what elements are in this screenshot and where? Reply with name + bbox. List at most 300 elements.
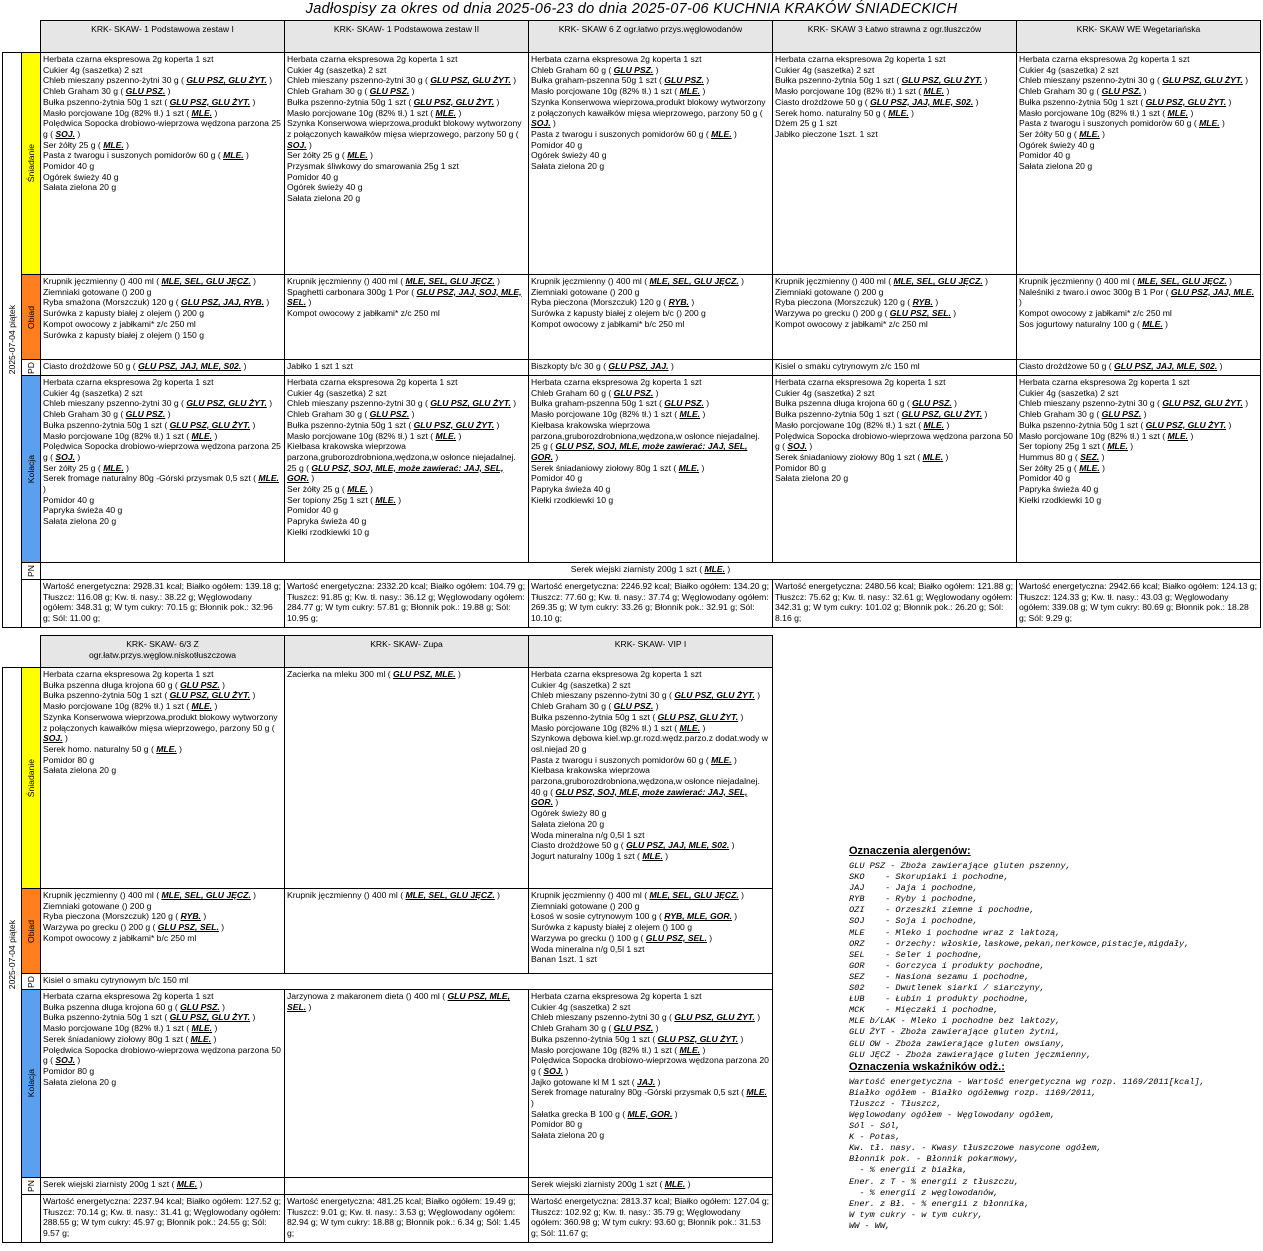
menu-item: Bułka pszenno-żytnia 50g 1 szt ( GLU PSZ, GLU ŻYT. ) [43,690,256,701]
menu-item: Herbata czarna ekspresowa 2g koperta 1 szt [43,377,214,387]
allergen-code: GLU PSZ. [1101,409,1142,420]
menu-item: Biszkopty b/c 30 g ( GLU PSZ, JAJ. ) [531,361,674,371]
allergen-code: MLE. [191,107,213,118]
menu-item: Bułka pszenno-żytnia 50g 1 szt ( GLU PSZ, GLU ŻYT. ) [531,711,744,722]
menu-item: Warzywa po grecku () 100 g ( GLU PSZ, SEL. ) [531,932,713,943]
menu-item: Masło porcjowane 10g (82% tł.) 1 szt ( MLE. ) [43,701,218,712]
menu-item: Ziemniaki gotowane () 200 g [43,900,152,911]
allergen-code: SOJ. [43,733,63,744]
indicators-list: Wartość energetyczna - Wartość energetyczna wg rozp. 1169/2011[kcal], Białko ogółem - Białko ogółemwg rozp. 1169/2011, Tłuszcz - Tłuszcz, Węglowodany ogółem - Węglowodany ogółem, Sól - Sól, K - Potas, Kw. tł. nasy. - Kwasy tłuszczowe nasycone ogółem, Błonnik pok. - Błonnik pokarmowy, - % energii z białka, Ener. z T - % energii z tłuszczu, - % energii z węglowodanów, Ener. z Bł. - % energii z błonnika, W tym cukry - w tym cukry, WW - WW, [849,1076,1205,1231]
menu-item: Krupnik jęczmienny () 400 ml ( MLE, SEL, GLU JĘCZ. ) [531,276,744,286]
allergen-code: GLU PSZ, GLU ŻYT. [901,75,983,86]
menu-item: Polędwica Sopocka drobiowo-wieprzowa wędzona parzona 25 g ( SOJ. ) [43,441,281,462]
allergen-code: MLE. [711,128,732,139]
menu-item: Herbata czarna ekspresowa 2g koperta 1 szt [1019,377,1190,387]
allergen-code: MLE. [678,462,700,473]
allergen-code: SOJ. [55,451,76,462]
menu-item: Ser żółty 25 g ( MLE. ) [287,150,373,161]
legend [849,845,1261,1232]
allergen-code: GLU PSZ, GLU ŻYT. [1145,419,1227,430]
menu-item: Bułka pszenno-żytnia 50g 1 szt ( GLU PSZ, GLU ŻYT. ) [1019,96,1232,107]
menu-item: Masło porcjowane 10g (82% tł.) 1 szt ( MLE. ) [775,86,950,97]
allergen-code: GLU PSZ. [180,679,220,690]
nutrition-cell: Wartość energetyczna: 2480.56 kcal; Białko ogółem: 121.88 g; Tłuszcz: 75.62 g; Kw. tł. nasy.: 32.61 g; Węglowodany ogółem: 342.31 g; W tym cukry: 101.02 g; Błonnik pok.: 26.20 g; Sól: 8.16 g; [773,580,1017,628]
allergen-code: GLU PSZ. [369,86,410,97]
allergen-code: MLE, SEL, GLU JĘCZ. [161,276,251,286]
menu-item: Sałata zielona 20 g [531,818,605,829]
corner [3,636,41,668]
menu-item: Jajko gotowane kl M 1 szt ( JAJ. ) [531,1076,661,1087]
menu-item: Ser żółty 25 g ( MLE. ) [1019,462,1105,473]
pd-cell: Kisiel o smaku cytrynowym b/c 150 ml [41,974,773,990]
menu-item: Cukier 4g (saszetka) 2 szt [531,1001,631,1012]
allergen-code: GLU PSZ, GLU ŻYT. [1162,398,1243,409]
menu-item: Ziemniaki gotowane () 200 g [775,286,884,297]
allergen-code: MLE, GOR. [627,1108,673,1119]
menu-item: Sałata zielona 20 g [1019,161,1093,172]
menu-item: Herbata czarna ekspresowa 2g koperta 1 szt [531,377,702,387]
allergen-code: MLE. [1079,128,1100,139]
menu-item: Jabłko pieczone 1szt. 1 szt [775,128,878,139]
menu-item: Ogórek świeży 40 g [1019,139,1095,150]
allergen-code: GLU PSZ. [1101,86,1142,97]
menu-item: Ziemniaki gotowane () 200 g [43,286,152,297]
menu-item: Serek homo. naturalny 50 g ( MLE. ) [43,743,182,754]
sniadanie-cell [1017,53,1261,275]
allergen-code: MLE. [435,430,457,441]
menu-item: Ser żółty 25 g ( MLE. ) [43,462,129,473]
menu-item: Bułka pszenna długa krojona 60 g ( GLU PSZ. ) [43,679,226,690]
menu-item: Kompot owocowy z jabłkami* b/c 250 ml [531,318,685,329]
kolacja-cell [773,376,1017,563]
menu-item: Ser topiony 25g 1 szt ( MLE. ) [1019,441,1134,452]
meal-label-kolacja: Kolacja [22,376,41,563]
menu-item: Kiełbasa krakowska wieprzowa parzona,gruborozdrobniona,wędzona,w osłonce niejadalnej. 25 g ( GLU PSZ, SOJ, MLE, może zawierać: JAJ, SEL, GOR. ) [531,419,760,462]
menu-item: Polędwica Sopocka drobiowo-wieprzowa wędzona parzona 20 g ( SOJ. ) [531,1055,769,1076]
allergen-code: MLE. [746,1087,767,1098]
menu-item: Chleb mieszany pszenno-żytni 30 g ( GLU PSZ, GLU ŻYT. ) [1019,398,1249,409]
menu-item: Kompot owocowy z jabłkami* z/c 250 ml [775,318,928,329]
menu-item: Chleb Graham 30 g ( GLU PSZ. ) [531,701,659,712]
menu-item: Kiełki rzodkiewki 10 g [531,494,614,505]
allergen-code: GLU PSZ, GLU ŻYT. [657,1033,739,1044]
menu-item: Ryba pieczona (Morszczuk) 120 g ( RYB. ) [43,911,207,922]
menu-item: Pomidor 40 g [43,161,95,172]
menu-item: Sos jogurtowy naturalny 100 g ( MLE. ) [1019,318,1169,329]
menu-item: Ser żółty 25 g ( MLE. ) [287,484,373,495]
menu-item: Herbata czarna ekspresowa 2g koperta 1 szt [531,54,702,64]
menu-item: Pomidor 80 g [775,462,827,473]
menu-item: Szynka Konserwowa wieprzowa,produkt blokowy wytworzony z połączonych kawałków mięsa wieprzowego, parzony 50 g ( SOJ. ) [287,118,522,150]
allergen-code: MLE. [642,850,663,861]
allergen-code: MLE. [679,722,701,733]
menu-item: Masło porcjowane 10g (82% tł.) 1 szt ( MLE. ) [531,86,706,97]
menu-item: Naleśniki z twaro.i owoc 300g B 1 Por ( GLU PSZ, JAJ, MLE. ) [1019,286,1254,308]
menu-item: Sałata zielona 20 g [43,765,117,776]
menu-item: Jarzynowa z makaronem dieta () 400 ml ( GLU PSZ, MLE, SEL. ) [287,991,511,1012]
allergen-code: MLE. [664,1179,686,1189]
menu-item: Pomidor 40 g [1019,150,1071,161]
allergen-code: MLE. [156,743,177,754]
menu-item: Ryba pieczona (Morszczuk) 120 g ( RYB. ) [531,297,695,308]
menu-item: Herbata czarna ekspresowa 2g koperta 1 szt [775,54,946,64]
nutrition-cell: Wartość energetyczna: 2813.37 kcal; Białko ogółem: 127.04 g; Tłuszcz: 102.92 g; Kw. tł. nasy.: 35.79 g; Węglowodany ogółem: 360.98 g; W tym cukry: 93.60 g; Błonnik pok.: 31.53 g; Sól: 11.67 g; [529,1195,773,1243]
allergen-code: GLU PSZ, SEL. [157,922,219,933]
allergen-code: GLU PSZ, GLU ŻYT. [413,419,495,430]
allergen-code: MLE, SEL, GLU JĘCZ. [161,890,251,900]
allergen-code: MLE. [711,754,732,765]
menu-item: Chleb Graham 30 g ( GLU PSZ. ) [1019,86,1147,97]
obiad-cell [41,889,285,974]
menu-item: Polędwica Sopocka drobiowo-wieprzowa wędzona parzona 50 g ( SOJ. ) [43,1044,281,1066]
allergen-code: MLE, SEL, GLU JĘCZ. [1137,276,1227,286]
allergen-code: SOJ. [531,118,551,129]
menu-item: Masło porcjowane 10g (82% tł.) 1 szt ( MLE. ) [531,409,706,420]
allergen-code: MLE. [191,701,213,712]
allergen-code: GLU PSZ, GLU ŻYT. [674,690,755,701]
menu-item: Łosoś w sosie cytrynowym 100 g ( RYB, MLE, GOR. ) [531,911,738,922]
menu-item: Masło porcjowane 10g (82% tł.) 1 szt ( MLE. ) [775,419,950,430]
nutrition-cell: Wartość energetyczna: 2942.66 kcal; Białko ogółem: 124.13 g; Tłuszcz: 124.33 g; Kw. tł. nasy.: 43.03 g; Węglowodany ogółem: 339.08 g; W tym cukry: 80.69 g; Błonnik pok.: 18.28 g; Sól: 9.29 g; [1017,580,1261,628]
menu-item: Cukier 4g (saszetka) 2 szt [531,679,631,690]
allergen-code: SOJ. [543,1065,564,1076]
menu-item: Herbata czarna ekspresowa 2g koperta 1 szt [1019,54,1190,64]
menu-item: Pomidor 40 g [43,494,95,505]
allergen-code: GLU PSZ, SEL. [645,932,707,943]
menu-item: Pomidor 80 g [531,1119,583,1130]
allergen-code: GLU PSZ, MLE. [393,669,456,679]
pd-cell [773,360,1017,376]
menu-item: Banan 1szt. 1 szt [531,954,597,965]
pd-cell [1017,360,1261,376]
menu-item: Cukier 4g (saszetka) 2 szt [287,387,387,398]
allergen-code: MLE. [258,473,279,484]
menu-item: Ryba smażona (Morszczuk) 120 g ( GLU PSZ, JAJ, RYB. ) [43,297,270,308]
allergen-code: SOJ. [55,128,76,139]
menu-item: Woda mineralna n/g 0,5l 1 szt [531,829,645,840]
diet-header: KRK- SKAW 6 Z ogr.łatwo przys.węglowodanów [529,21,773,53]
allergen-code: MLE. [1142,318,1163,329]
menu-item: Bułka pszenna długa krojona 60 g ( GLU PSZ. ) [775,398,958,409]
menu-item: Sałata zielona 20 g [531,1130,605,1141]
allergen-code: GLU PSZ, JAJ, MLE, S02. [626,840,730,851]
menu-item: Serek wiejski ziarnisty 200g 1 szt ( MLE. ) [43,1179,203,1189]
obiad-cell [285,889,529,974]
menu-item: Chleb Graham 30 g ( GLU PSZ. ) [1019,409,1147,420]
menu-item: Serek homo. naturalny 50 g ( MLE. ) [775,107,914,118]
allergen-code: JAJ. [637,1076,656,1087]
menu-item: Krupnik jęczmienny () 400 ml ( MLE, SEL, GLU JĘCZ. ) [775,276,988,286]
allergen-code: GLU PSZ, GLU ŻYT. [1162,75,1243,86]
menu-item: Sałata zielona 20 g [287,193,361,204]
sniadanie-cell [529,53,773,275]
allergen-code: GLU PSZ. [613,387,654,398]
allergen-code: MLE. [103,462,124,473]
menu-item: Bułka pszenno-żytnia 50g 1 szt ( GLU PSZ, GLU ŻYT. ) [531,1033,744,1044]
allergen-code: GLU PSZ. [369,409,410,420]
allergen-code: GLU PSZ, JAJ, MLE, S02. [870,96,974,107]
menu-item: Sałata zielona 20 g [43,1076,117,1087]
menu-item: Krupnik jęczmienny () 400 ml ( MLE, SEL, GLU JĘCZ. ) [43,276,256,286]
allergen-code: GLU PSZ. [664,398,704,409]
menu-item: Pomidor 40 g [1019,473,1071,484]
menu-item: Chleb Graham 30 g ( GLU PSZ. ) [287,86,415,97]
nutrition-cell: Wartość energetyczna: 2928.31 kcal; Białko ogółem: 139.18 g; Tłuszcz: 116.08 g; Kw. tł. nasy.: 38.22 g; Węglowodany ogółem: 348.31 g; W tym cukry: 70.15 g; Błonnik pok.: 32.96 g; Sól: 11.00 g; [41,580,285,628]
menu-item: Polędwica Sopocka drobiowo-wieprzowa wędzona parzona 25 g ( SOJ. ) [43,118,281,139]
menu-item: Sałatka grecka B 100 g ( MLE, GOR. ) [531,1108,678,1119]
menu-item: Herbata czarna ekspresowa 2g koperta 1 szt [287,377,458,387]
allergen-code: GLU PSZ. [912,398,952,409]
menu-item: Masło porcjowane 10g (82% tł.) 1 szt ( MLE. ) [1019,107,1194,118]
menu-item: Krupnik jęczmienny () 400 ml ( MLE, SEL, GLU JĘCZ. ) [43,890,256,900]
obiad-cell [41,275,285,360]
menu-item: Krupnik jęczmienny () 400 ml ( MLE, SEL, GLU JĘCZ. ) [1019,276,1232,286]
menu-item: Szynka Konserwowa wieprzowa,produkt blokowy wytworzony z połączonych kawałków mięsa wieprzowego, parzony 50 g ( SOJ. ) [531,96,766,129]
date-cell: 2025-07-04 piątek [3,668,22,1243]
menu-item: Bułka graham-pszenna 50g 1 szt ( GLU PSZ. ) [531,398,710,409]
diet-header: KRK- SKAW- VIP I [529,636,773,668]
allergen-code: GLU PSZ, JAJ, MLE, S02. [1114,361,1218,371]
menu-item: Chleb Graham 30 g ( GLU PSZ. ) [287,409,415,420]
obiad-cell [529,889,773,974]
allergen-code: GLU PSZ, GLU ŻYT. [169,96,251,107]
menu-item: Krupnik jęczmienny () 400 ml ( MLE, SEL, GLU JĘCZ. ) [287,276,500,286]
menu-item: Serek fromage naturalny 80g -Górski przysmak 0,5 szt ( MLE. ) [43,473,279,495]
meal-label-pd: PD [22,360,41,376]
menu-item: Bułka pszenno-żytnia 50g 1 szt ( GLU PSZ, GLU ŻYT. ) [1019,419,1232,430]
allergen-code: SOJ. [287,139,307,150]
menu-item: Kisiel o smaku cytrynowym z/c 150 ml [775,361,920,371]
menu-table-1 [2,20,1261,628]
menu-item: Serek śniadaniowy ziołowy 80g 1 szt ( MLE. ) [775,451,949,462]
menu-item: Masło porcjowane 10g (82% tł.) 1 szt ( MLE. ) [287,430,462,441]
menu-item: Pasta z twarogu i suszonych pomidorów 60 g ( MLE. ) [531,128,737,139]
menu-item: Herbata czarna ekspresowa 2g koperta 1 szt [43,669,214,679]
menu-item: Kompot owocowy z jabłkami* z/c 250 ml [43,318,196,329]
menu-item: Bułka pszenno-żytnia 50g 1 szt ( GLU PSZ, GLU ŻYT. ) [287,96,500,107]
menu-item: Hummus 80 g ( SEZ. ) [1019,451,1105,462]
menu-item: Przysmak śliwkowy do smarowania 25g 1 szt [287,161,459,172]
menu-item: Masło porcjowane 10g (82% tł.) 1 szt ( MLE. ) [43,1023,218,1034]
allergen-code: MLE. [704,564,725,574]
allergen-code: MLE. [191,430,213,441]
allergen-code: GLU PSZ. [125,409,166,420]
meal-label-pn: PN [22,563,41,580]
nutrition-cell: Wartość energetyczna: 481.25 kcal; Białko ogółem: 19.49 g; Tłuszcz: 9.01 g; Kw. tł. nasy.: 3.53 g; Węglowodany ogółem: 82.94 g; W tym cukry: 18.88 g; Błonnik pok.: 6.34 g; Sól: 1.45 g; [285,1195,529,1243]
allergen-code: GLU PSZ, MLE, SEL. [287,991,511,1012]
menu-item: Papryka świeża 40 g [287,516,367,527]
menu-item: Pasta z twarogu i suszonych pomidorów 60 g ( MLE. ) [531,754,737,765]
menu-item: Ogórek świeży 80 g [531,808,607,819]
allergen-code: GLU PSZ, GLU ŻYT. [169,1012,251,1023]
allergen-code: MLE. [679,86,701,97]
menu-item: Chleb mieszany pszenno-żytni 30 g ( GLU PSZ, GLU ŻYT. ) [43,75,273,86]
allergen-code: GLU PSZ, SOJ, MLE, może zawierać: JAJ, SEL, GOR. [531,786,748,808]
nutrition-cell: Wartość energetyczna: 2237.94 kcal; Białko ogółem: 127.52 g; Tłuszcz: 70.14 g; Kw. tł. nasy.: 31.41 g; Węglowodany ogółem: 288.55 g; W tym cukry: 45.97 g; Błonnik pok.: 24.55 g; Sól: 9.57 g; [41,1195,285,1243]
menu-item: Herbata czarna ekspresowa 2g koperta 1 szt [531,669,702,679]
menu-item: Surówka z kapusty białej z olejem () 100 g [531,922,692,933]
allergen-code: GLU PSZ, GLU ŻYT. [430,398,511,409]
sniadanie-cell [773,53,1017,275]
meal-label-obiad: Obiad [22,275,41,360]
allergen-code: RYB, MLE, GOR. [664,911,732,922]
allergen-code: GLU PSZ, SEL. [889,308,951,319]
allergen-code: SOJ. [787,441,808,452]
allergen-code: GLU PSZ, GLU ŻYT. [186,398,267,409]
menu-item: Serek fromage naturalny 80g -Górski przysmak 0,5 szt ( MLE. ) [531,1087,767,1109]
allergen-code: GLU PSZ, JAJ. [608,361,669,371]
menu-item: Ser żółty 25 g ( MLE. ) [43,139,129,150]
menu-item: Chleb Graham 30 g ( GLU PSZ. ) [531,1023,659,1034]
obiad-cell [773,275,1017,360]
menu-item: Herbata czarna ekspresowa 2g koperta 1 szt [775,377,946,387]
allergen-code: MLE. [1167,430,1189,441]
allergen-code: GLU PSZ. [613,701,654,712]
menu-item: Serek wiejski ziarnisty 200g 1 szt ( MLE. ) [531,1179,691,1189]
allergen-code: MLE, SEL, GLU JĘCZ. [649,890,739,900]
menu-item: Chleb mieszany pszenno-żytni 30 g ( GLU PSZ, GLU ŻYT. ) [531,690,761,701]
meal-label-pd: PD [22,974,41,990]
menu-item: Szynka Konserwowa wieprzowa,produkt blokowy wytworzony z połączonych kawałków mięsa wieprzowego, parzony 50 g ( SOJ. ) [43,711,278,744]
allergen-code: RYB. [912,297,933,308]
menu-item: Cukier 4g (saszetka) 2 szt [1019,64,1119,75]
pn-cell [41,1178,285,1195]
allergen-code: RYB. [668,297,689,308]
menu-item: Jogurt naturalny 100g 1 szt ( MLE. ) [531,850,669,861]
allergen-code: MLE. [223,150,244,161]
menu-item: Woda mineralna n/g 0,5l 1 szt [531,943,645,954]
menu-item: Kompot owocowy z jabłkami* b/c 250 ml [43,932,197,943]
nutrition-label-cell [22,580,41,628]
menu-item: Chleb mieszany pszenno-żytni 30 g ( GLU PSZ, GLU ŻYT. ) [1019,75,1249,86]
menu-item: Herbata czarna ekspresowa 2g koperta 1 szt [43,54,214,64]
menu-item: Ogórek świeży 40 g [43,171,119,182]
allergen-code: MLE. [435,107,457,118]
menu-item: Bułka pszenno-żytnia 50g 1 szt ( GLU PSZ, GLU ŻYT. ) [775,409,988,420]
allergen-code: MLE. [103,139,124,150]
menu-item: Pomidor 40 g [531,473,583,484]
menu-item: Pomidor 40 g [287,505,339,516]
meal-label-kolacja: Kolacja [22,990,41,1178]
allergen-code: GLU PSZ, GLU ŻYT. [430,75,511,86]
menu-item: Bułka graham-pszenna 50g 1 szt ( GLU PSZ. ) [531,75,710,86]
menu-item: Sałata zielona 20 g [43,516,117,527]
meal-label-sniadanie: Śniadanie [22,53,41,275]
menu-item: Kompot owocowy z jabłkami* z/c 250 ml [1019,308,1172,319]
menu-item: Chleb Graham 30 g ( GLU PSZ. ) [43,86,171,97]
menu-item: Ciasto drożdżowe 50 g ( GLU PSZ, JAJ, MLE, S02. ) [43,361,247,371]
allergen-code: MLE, SEL, GLU JĘCZ. [649,276,739,286]
allergen-code: MLE. [888,107,909,118]
menu-item: Surówka z kapusty białej z olejem () 200 g [43,308,204,319]
menu-item: Serek śniadaniowy ziołowy 80g 1 szt ( MLE. ) [43,1033,217,1044]
allergen-code: MLE. [1167,107,1189,118]
menu-item: Pomidor 80 g [43,754,95,765]
pn-cell: Serek wiejski ziarnisty 200g 1 szt ( MLE. ) [41,563,1261,580]
diet-header: KRK- SKAW 3 Łatwo strawna z ogr.tłuszczów [773,21,1017,53]
kolacja-cell [1017,376,1261,563]
allergen-code: GLU PSZ, GLU ŻYT. [674,1012,755,1023]
allergen-code: MLE. [347,150,368,161]
diet-header: KRK- SKAW- 6/3 Z ogr.łatw.przys.węglow.niskotłuszczowa [41,636,285,668]
allergen-code: GLU PSZ. [613,64,654,75]
menu-item: Cukier 4g (saszetka) 2 szt [287,64,387,75]
nutrition-label-cell [22,1195,41,1243]
meal-label-obiad: Obiad [22,889,41,974]
allergen-code: MLE. [347,484,368,495]
pn-cell [285,1178,529,1195]
menu-item: Bułka pszenno-żytnia 50g 1 szt ( GLU PSZ, GLU ŻYT. ) [43,96,256,107]
menu-item: Bułka pszenno-żytnia 50g 1 szt ( GLU PSZ, GLU ŻYT. ) [775,75,988,86]
menu-item: Szynkowa dębowa kiel.wp.gr.rozd.wędz.parzo.z dodat.wody w osl.niejad 20 g [531,733,768,754]
menu-item: Papryka świeża 40 g [43,505,123,516]
sniadanie-cell [285,53,529,275]
diet-header: KRK- SKAW- 1 Podstawowa zestaw II [285,21,529,53]
menu-item: Cukier 4g (saszetka) 2 szt [775,387,875,398]
menu-item: Masło porcjowane 10g (82% tł.) 1 szt ( MLE. ) [287,107,462,118]
menu-item: Zacierka na mleku 300 ml ( GLU PSZ, MLE. ) [287,669,461,679]
diet-header: KRK- SKAW- 1 Podstawowa zestaw I [41,21,285,53]
menu-item: Masło porcjowane 10g (82% tł.) 1 szt ( MLE. ) [43,107,218,118]
allergen-code: GLU PSZ, JAJ, RYB. [181,297,264,308]
page-title: Jadłospisy za okres od dnia 2025-06-23 do dnia 2025-07-06 KUCHNIA KRAKÓW ŚNIADECKICH [305,1,958,17]
menu-item: Herbata czarna ekspresowa 2g koperta 1 szt [287,54,458,64]
diet-header: KRK- SKAW WE Wegetariańska [1017,21,1261,53]
pn-cell [529,1178,773,1195]
allergen-code: MLE, SEL, GLU JĘCZ. [893,276,983,286]
nutrition-cell: Wartość energetyczna: 2332.20 kcal; Białko ogółem: 104.79 g; Tłuszcz: 91.85 g; Kw. tł. nasy.: 36.12 g; Węglowodany ogółem: 284.77 g; W tym cukry: 57.81 g; Błonnik pok.: 19.88 g; Sól: 10.95 g; [285,580,529,628]
allergen-code: RYB. [180,911,201,922]
nutrition-cell: Wartość energetyczna: 2246.92 kcal; Białko ogółem: 134.20 g; Tłuszcz: 77.60 g; Kw. tł. nasy.: 37.74 g; Węglowodany ogółem: 269.35 g; W tym cukry: 33.26 g; Błonnik pok.: 32.91 g; Sól: 10.10 g; [529,580,773,628]
allergen-code: GLU PSZ, GLU ŻYT. [657,711,739,722]
allergen-code: MLE, SEL, GLU JĘCZ. [405,276,495,286]
menu-item: Pomidor 40 g [531,139,583,150]
allergen-code: GLU PSZ, GLU ŻYT. [1145,96,1227,107]
allergens-title: Oznaczenia alergenów: [849,845,971,857]
allergen-code: MLE. [190,1033,212,1044]
allergen-code: GLU PSZ, GLU ŻYT. [169,419,251,430]
menu-item: Masło porcjowane 10g (82% tł.) 1 szt ( MLE. ) [43,430,218,441]
allergen-code: GLU PSZ, GLU ŻYT. [186,75,267,86]
menu-item: Polędwica Sopocka drobiowo-wieprzowa wędzona parzona 50 g ( SOJ. ) [775,430,1013,452]
menu-item: Warzywa po grecku () 200 g ( GLU PSZ, SEL. ) [43,922,225,933]
menu-item: Bułka pszenno-żytnia 50g 1 szt ( GLU PSZ, GLU ŻYT. ) [287,419,500,430]
meal-label-pn: PN [22,1178,41,1195]
menu-item: Ziemniaki gotowane () 200 g [531,286,640,297]
menu-item: Papryka świeża 40 g [1019,484,1099,495]
kolacja-cell [285,990,529,1178]
menu-item: Masło porcjowane 10g (82% tł.) 1 szt ( MLE. ) [1019,430,1194,441]
obiad-cell [285,275,529,360]
menu-item: Chleb mieszany pszenno-żytni 30 g ( GLU PSZ, GLU ŻYT. ) [43,398,273,409]
sniadanie-cell [285,668,529,889]
obiad-cell [529,275,773,360]
menu-item: Bułka pszenna długa krojona 60 g ( GLU PSZ. ) [43,1001,226,1012]
allergen-code: MLE. [1107,441,1128,452]
menu-item: Cukier 4g (saszetka) 2 szt [1019,387,1119,398]
allergen-code: GLU PSZ, GLU ŻYT. [413,96,495,107]
diet-header: KRK- SKAW- Zupa [285,636,529,668]
allergen-code: MLE. [679,1044,701,1055]
allergen-code: MLE. [679,409,701,420]
indicators-title: Oznaczenia wskaźników odż.: [849,1060,1005,1073]
allergen-code: GLU PSZ, JAJ, MLE, S02. [138,361,242,371]
menu-item: Sałata zielona 20 g [531,161,605,172]
menu-item: Masło porcjowane 10g (82% tł.) 1 szt ( MLE. ) [531,722,706,733]
menu-item: Kiełbasa krakowska wieprzowa parzona,gruborozdrobniona,wędzona,w osłonce niejadalnej. 40 g ( GLU PSZ, SOJ, MLE, może zawierać: JAJ, SEL, GOR. ) [531,765,760,808]
menu-item: Cukier 4g (saszetka) 2 szt [775,64,875,75]
menu-item: Chleb mieszany pszenno-żytni 30 g ( GLU PSZ, GLU ŻYT. ) [287,75,517,86]
